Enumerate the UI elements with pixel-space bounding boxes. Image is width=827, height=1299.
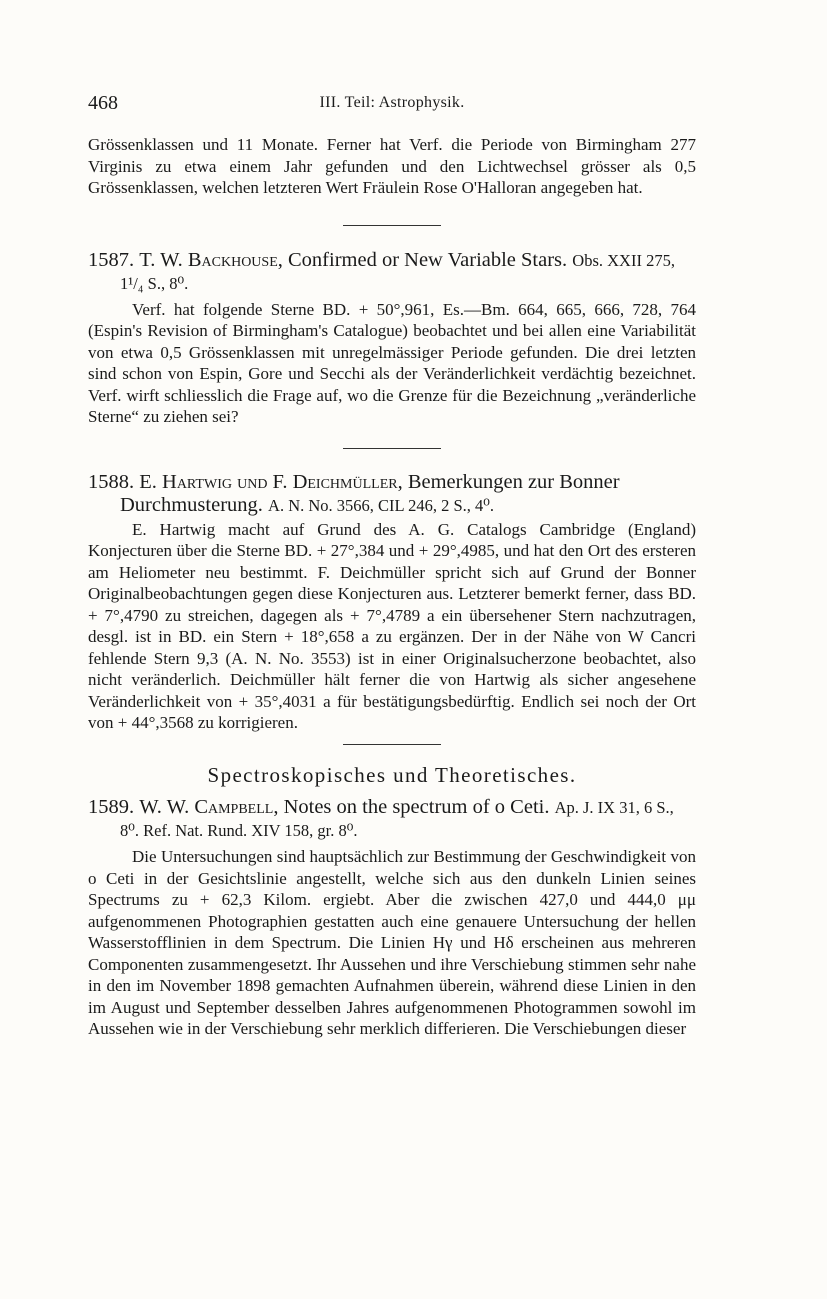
- entry-heading: [88, 471, 696, 517]
- page: [88, 92, 696, 1040]
- entry-title: Bemerkungen zur Bonner Durchmusterung.: [120, 470, 620, 516]
- entry-reference: A. N. No. 3566, CIL 246, 2 S., 4⁰.: [268, 495, 495, 515]
- section-title: Spectroskopisches und Theoretisches.: [207, 762, 577, 787]
- entry-number: 1587.: [88, 248, 135, 271]
- intro-paragraph: Grössenklassen und 11 Monate. Ferner hat Verf. die Periode von Birmingham 277 Virginis zu etwa einem Jahr gefunden und den Lichtwechsel grösser als 0,5 Grössenklassen, welchen letzteren Wert Fräulein Rose O'Halloran angegeben hat.: [88, 135, 696, 197]
- entry-author: W. W. Campbell,: [139, 796, 279, 818]
- entry-1588: [88, 471, 696, 734]
- entry-1589: [88, 796, 696, 1040]
- entry-heading: [88, 249, 696, 295]
- page-header: [88, 92, 696, 122]
- entry-reference: Ap. J. IX 31, 6 S., 8⁰. Ref. Nat. Rund. XIV 158, gr. 8⁰.: [120, 798, 674, 840]
- entry-author: E. Hartwig und F. Deichmüller,: [139, 470, 403, 493]
- entry-1587: [88, 249, 696, 428]
- entry-title: Notes on the spectrum of ο Ceti.: [283, 796, 550, 818]
- entry-heading: [88, 796, 696, 842]
- entry-number: 1589.: [88, 796, 135, 818]
- entry-reference: Obs. XXII 275, 1¹/₄ S., 8⁰.: [120, 250, 675, 293]
- entry-number: 1588.: [88, 470, 135, 493]
- entry-author: T. W. Backhouse,: [139, 248, 283, 271]
- entry-body: Die Untersuchungen sind hauptsächlich zur Bestimmung der Geschwindigkeit von ο Ceti in der Gesichtslinie angestellt, welche sich aus den dunkeln Linien seines Spectrums zu + 62,3 Kilom. ergiebt. Aber die zwischen 427,0 und 444,0 μμ aufgenommenen Photographien gestatten auch eine genauere Untersuchung der hellen Wasserstofflinien in dem Spectrum. Die Linien Hγ und Hδ erscheinen aus mehreren Componenten zusammengesetzt. Ihr Aussehen und ihre Verschiebung stimmen sehr nahe in den im November 1898 gemachten Aufnahmen überein, während diese Linien in den im August und September desselben Jahres aufgenommenen Photogrammen sowohl im Aussehen wie in der Verschiebung sehr merklich differieren. Die Verschiebungen dieser: [88, 847, 696, 1038]
- running-title: III. Teil: Astrophysik.: [319, 94, 465, 111]
- page-number: 468: [88, 92, 118, 114]
- entry-title: Confirmed or New Variable Stars.: [288, 248, 568, 271]
- entry-body: Verf. hat folgende Sterne BD. + 50°,961, Es.—Bm. 664, 665, 666, 728, 764 (Espin's Revision of Birmingham's Catalogue) beobachtet und bei allen eine Variabilität von etwa 0,5 Grössenklassen mit unregelmässiger Periode gefunden. Die drei letzten sind schon von Espin, Gore und Secchi als der Veränderlichkeit verdächtig bezeichnet. Verf. wirft schliesslich die Frage auf, wo die Grenze für die Bezeichnung „veränderliche Sterne“ zu ziehen sei?: [88, 299, 696, 426]
- entry-body: E. Hartwig macht auf Grund des A. G. Catalogs Cambridge (England) Konjecturen über die Sterne BD. + 27°,384 und + 29°,4985, und hat den Ort des ersteren am Heliometer neu bestimmt. F. Deichmüller spricht sich auf Grund der Bonner Originalbeobachtungen gegen diese Konjecturen aus. Letzterer bemerkt ferner, dass BD. + 7°,4790 zu streichen, dagegen als + 7°,4789 a ein übersehener Stern nachzutragen, desgl. ist in BD. ein Stern + 18°,658 a zu ergänzen. Der in der Nähe von W Cancri fehlende Stern 9,3 (A. N. No. 3553) ist in einer Originalsucherzone beobachtet, also nicht veränderlich. Deichmüller hält ferner die von Hartwig als sicher angesehene Veränderlichkeit von + 35°,4031 a für bestätigungsbedürftig. Endlich sei noch der Ort von + 44°,3568 zu korrigieren.: [88, 519, 696, 732]
